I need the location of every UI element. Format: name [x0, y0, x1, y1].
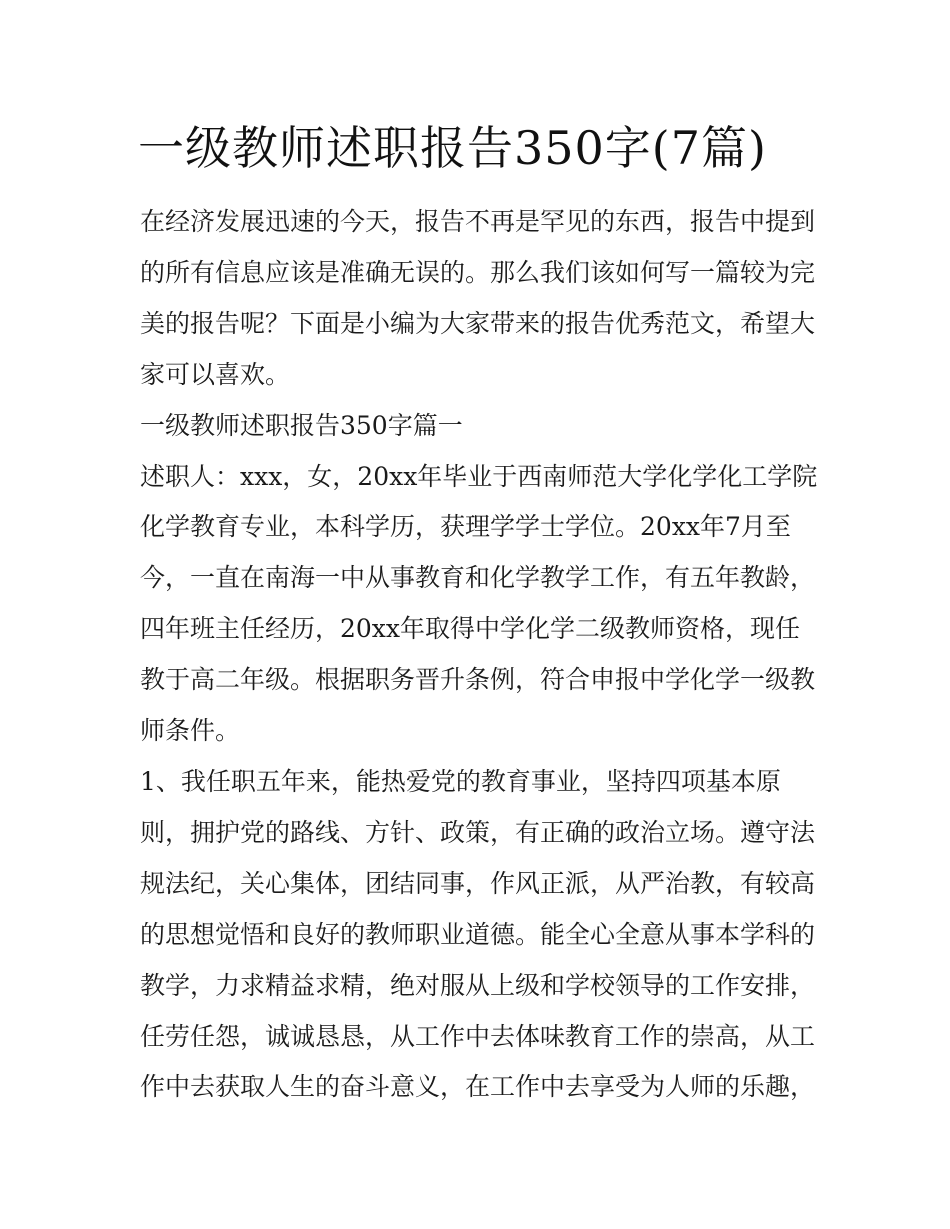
text-line: 化学教育专业，本科学历，获理学学士学位。20xx年7月至 — [140, 512, 791, 542]
section-heading — [140, 401, 814, 452]
text-line: 家可以喜欢。 — [140, 359, 291, 389]
document-title: 一级教师述职报告350字(7篇) — [138, 121, 767, 175]
text-line: 述职人：xxx，女，20xx年毕业于西南师范大学化学化工学院 — [140, 461, 818, 491]
text-line: 四年班主任经历，20xx年取得中学化学二级教师资格，现任 — [140, 614, 801, 644]
text-line: 师条件。 — [140, 716, 241, 746]
text-line: 的所有信息应该是准确无误的。那么我们该如何写一篇较为完 — [140, 257, 816, 287]
text-line: 则，拥护党的路线、方针、政策，有正确的政治立场。遵守法 — [140, 817, 816, 847]
section-heading-text: 一级教师述职报告350字篇一 — [140, 410, 463, 440]
text-line: 的思想觉悟和良好的教师职业道德。能全心全意从事本学科的 — [140, 919, 816, 949]
intro-paragraph — [140, 197, 814, 401]
text-line: 美的报告呢？下面是小编为大家带来的报告优秀范文，希望大 — [140, 308, 816, 338]
text-line: 规法纪，关心集体，团结同事，作风正派，从严治教，有较高 — [140, 868, 816, 898]
text-line: 教于高二年级。根据职务晋升条例，符合申报中学化学一级教 — [140, 665, 816, 695]
text-line: 在经济发展迅速的今天，报告不再是罕见的东西，报告中提到 — [140, 207, 816, 236]
document-body — [140, 197, 818, 1113]
point-one-paragraph — [140, 757, 814, 1113]
text-line: 教学，力求精益求精，绝对服从上级和学校领导的工作安排， — [140, 970, 816, 1000]
text-line: 作中去获取人生的奋斗意义，在工作中去享受为人师的乐趣， — [140, 1072, 816, 1102]
text-line: 任劳任怨，诚诚恳恳，从工作中去体味教育工作的崇高，从工 — [140, 1021, 816, 1051]
reporter-paragraph — [140, 452, 818, 757]
text-line: 今，一直在南海一中从事教育和化学教学工作，有五年教龄， — [140, 563, 816, 593]
text-line: 1、我任职五年来，能热爱党的教育事业，坚持四项基本原 — [140, 766, 781, 796]
